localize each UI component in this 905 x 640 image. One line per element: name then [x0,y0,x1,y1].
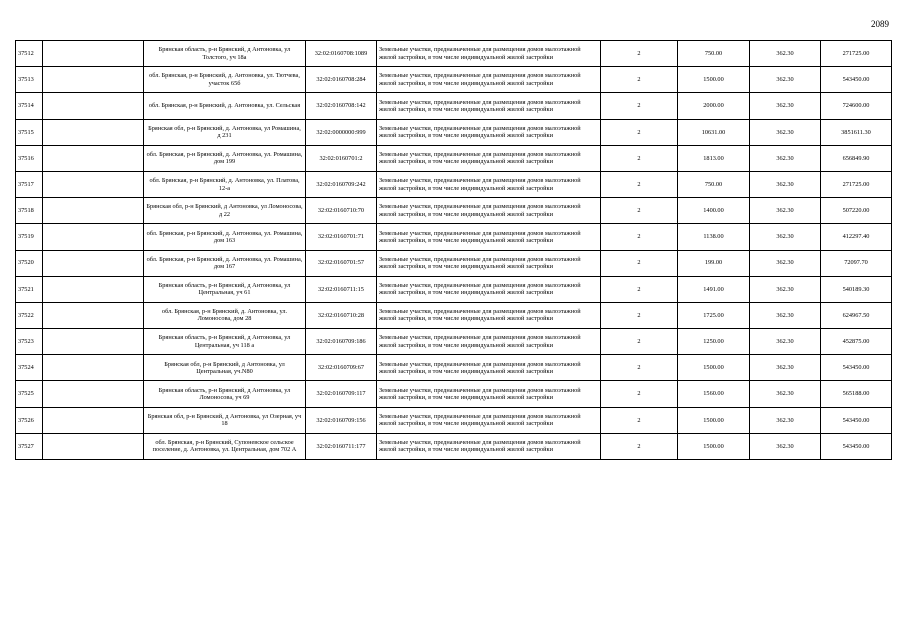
table-row [16,250,892,276]
address-cell: Брянская обл, р-н Брянский, д Антоновка, ул Ломоносова, д 22 [144,198,306,224]
row-number-cell: 37524 [16,355,43,381]
cadastral-value-cell: 543450.00 [821,355,892,381]
cadastral-number-cell: 32:02:0160709:67 [306,355,377,381]
table-row [16,433,892,459]
area-cell: 1138.00 [678,224,750,250]
address-cell: Брянская область, р-н Брянский, д Антоновка, ул Ломоносова, уч 69 [144,381,306,407]
category-cell: 2 [601,250,678,276]
rate-cell: 362.30 [750,67,821,93]
row-number-cell: 37516 [16,145,43,171]
category-cell: 2 [601,67,678,93]
empty-cell [43,93,144,119]
area-cell: 1500.00 [678,355,750,381]
cadastral-number-cell: 32:02:0160711:15 [306,276,377,302]
empty-cell [43,67,144,93]
address-cell: обл. Брянская, р-н Брянский, д. Антоновка, ул. Тютчева, участок 65б [144,67,306,93]
cadastral-number-cell: 32:02:0160701:71 [306,224,377,250]
row-number-cell: 37517 [16,171,43,197]
row-number-cell: 37519 [16,224,43,250]
category-cell: 2 [601,381,678,407]
table-row [16,381,892,407]
rate-cell: 362.30 [750,171,821,197]
cadastral-value-cell: 543450.00 [821,67,892,93]
permitted-use-cell: Земельные участки, предназначенные для размещения домов малоэтажной жилой застройки, в том числе индивидуальной жилой застройки [377,302,601,328]
page-number: 2089 [871,19,889,29]
rate-cell: 362.30 [750,433,821,459]
cadastral-value-cell: 3851611.30 [821,119,892,145]
cadastral-number-cell: 32:02:0000000:999 [306,119,377,145]
permitted-use-cell: Земельные участки, предназначенные для размещения домов малоэтажной жилой застройки, в том числе индивидуальной жилой застройки [377,407,601,433]
cadastral-number-cell: 32:02:0160709:186 [306,329,377,355]
address-cell: Брянская обл, р-н Брянский, д Антоновка, ул Озерная, уч 18 [144,407,306,433]
area-cell: 2000.00 [678,93,750,119]
table-row [16,93,892,119]
table-row [16,355,892,381]
table-row [16,145,892,171]
rate-cell: 362.30 [750,355,821,381]
address-cell: Брянская область, р-н Брянский, д Антоновка, ул Центральная, уч 118 а [144,329,306,355]
permitted-use-cell: Земельные участки, предназначенные для размещения домов малоэтажной жилой застройки, в том числе индивидуальной жилой застройки [377,355,601,381]
cadastral-value-cell: 565188.00 [821,381,892,407]
rate-cell: 362.30 [750,329,821,355]
cadastral-number-cell: 32:02:0160709:117 [306,381,377,407]
rate-cell: 362.30 [750,276,821,302]
empty-cell [43,329,144,355]
category-cell: 2 [601,433,678,459]
area-cell: 1813.00 [678,145,750,171]
table-row [16,224,892,250]
cadastral-value-cell: 624967.50 [821,302,892,328]
cadastral-number-cell: 32:02:0160711:177 [306,433,377,459]
rate-cell: 362.30 [750,224,821,250]
row-number-cell: 37522 [16,302,43,328]
rate-cell: 362.30 [750,302,821,328]
table-row [16,119,892,145]
cadastral-number-cell: 32:02:0160709:156 [306,407,377,433]
address-cell: обл. Брянская, р-н Брянский, д. Антоновка, ул. Сельская [144,93,306,119]
table-row [16,407,892,433]
cadastral-number-cell: 32:02:0160710:28 [306,302,377,328]
category-cell: 2 [601,41,678,67]
empty-cell [43,355,144,381]
permitted-use-cell: Земельные участки, предназначенные для размещения домов малоэтажной жилой застройки, в том числе индивидуальной жилой застройки [377,171,601,197]
empty-cell [43,224,144,250]
area-cell: 1500.00 [678,433,750,459]
category-cell: 2 [601,171,678,197]
row-number-cell: 37513 [16,67,43,93]
area-cell: 10631.00 [678,119,750,145]
row-number-cell: 37525 [16,381,43,407]
row-number-cell: 37518 [16,198,43,224]
area-cell: 1500.00 [678,67,750,93]
area-cell: 750.00 [678,41,750,67]
table-row [16,67,892,93]
cadastral-number-cell: 32:02:0160709:242 [306,171,377,197]
address-cell: Брянская область, р-н Брянский, д Антоновка, ул Центральная, уч 61 [144,276,306,302]
area-cell: 1400.00 [678,198,750,224]
row-number-cell: 37514 [16,93,43,119]
permitted-use-cell: Земельные участки, предназначенные для размещения домов малоэтажной жилой застройки, в том числе индивидуальной жилой застройки [377,119,601,145]
cadastral-value-cell: 412297.40 [821,224,892,250]
empty-cell [43,198,144,224]
cadastral-number-cell: 32:02:0160701:57 [306,250,377,276]
empty-cell [43,119,144,145]
row-number-cell: 37520 [16,250,43,276]
category-cell: 2 [601,276,678,302]
area-cell: 1500.00 [678,407,750,433]
permitted-use-cell: Земельные участки, предназначенные для размещения домов малоэтажной жилой застройки, в том числе индивидуальной жилой застройки [377,224,601,250]
rate-cell: 362.30 [750,381,821,407]
category-cell: 2 [601,224,678,250]
empty-cell [43,41,144,67]
empty-cell [43,433,144,459]
row-number-cell: 37527 [16,433,43,459]
permitted-use-cell: Земельные участки, предназначенные для размещения домов малоэтажной жилой застройки, в том числе индивидуальной жилой застройки [377,276,601,302]
permitted-use-cell: Земельные участки, предназначенные для размещения домов малоэтажной жилой застройки, в том числе индивидуальной жилой застройки [377,433,601,459]
cadastral-number-cell: 32:02:0160701:2 [306,145,377,171]
row-number-cell: 37526 [16,407,43,433]
row-number-cell: 37523 [16,329,43,355]
address-cell: обл. Брянская, р-н Брянский, д. Антоновка, ул. Ромашина, дом 199 [144,145,306,171]
permitted-use-cell: Земельные участки, предназначенные для размещения домов малоэтажной жилой застройки, в том числе индивидуальной жилой застройки [377,41,601,67]
empty-cell [43,302,144,328]
category-cell: 2 [601,302,678,328]
cadastral-value-cell: 540189.30 [821,276,892,302]
cadastral-value-cell: 72097.70 [821,250,892,276]
area-cell: 750.00 [678,171,750,197]
table-body [16,41,892,460]
row-number-cell: 37521 [16,276,43,302]
rate-cell: 362.30 [750,119,821,145]
cadastral-number-cell: 32:02:0160710:70 [306,198,377,224]
permitted-use-cell: Земельные участки, предназначенные для размещения домов малоэтажной жилой застройки, в том числе индивидуальной жилой застройки [377,145,601,171]
address-cell: обл. Брянская, р-н Брянский, Супоневское сельское поселение, д. Антоновка, ул. Центральная, дом 702 А [144,433,306,459]
rate-cell: 362.30 [750,93,821,119]
cadastral-number-cell: 32:02:0160708:142 [306,93,377,119]
table-row [16,329,892,355]
category-cell: 2 [601,355,678,381]
table-row [16,41,892,67]
empty-cell [43,276,144,302]
cadastral-value-cell: 724600.00 [821,93,892,119]
cadastral-value-cell: 543450.00 [821,433,892,459]
permitted-use-cell: Земельные участки, предназначенные для размещения домов малоэтажной жилой застройки, в том числе индивидуальной жилой застройки [377,250,601,276]
area-cell: 1725.00 [678,302,750,328]
permitted-use-cell: Земельные участки, предназначенные для размещения домов малоэтажной жилой застройки, в том числе индивидуальной жилой застройки [377,93,601,119]
address-cell: обл. Брянская, р-н Брянский, д. Антоновка, ул. Платова, 12-а [144,171,306,197]
category-cell: 2 [601,198,678,224]
address-cell: Брянская обл, р-н Брянский, д Антоновка, ул Центральная, уч.N80 [144,355,306,381]
row-number-cell: 37515 [16,119,43,145]
empty-cell [43,171,144,197]
category-cell: 2 [601,93,678,119]
rate-cell: 362.30 [750,407,821,433]
address-cell: Брянская область, р-н Брянский, д Антоновка, ул Толстого, уч 18а [144,41,306,67]
address-cell: Брянская обл, р-н Брянский, д. Антоновка, ул Ромашина, д 231 [144,119,306,145]
land-registry-table [15,40,892,460]
category-cell: 2 [601,407,678,433]
category-cell: 2 [601,329,678,355]
permitted-use-cell: Земельные участки, предназначенные для размещения домов малоэтажной жилой застройки, в том числе индивидуальной жилой застройки [377,198,601,224]
rate-cell: 362.30 [750,41,821,67]
address-cell: обл. Брянская, р-н Брянский, д. Антоновка, ул. Ромашина, дом 167 [144,250,306,276]
cadastral-number-cell: 32:02:0160708:1089 [306,41,377,67]
cadastral-value-cell: 507220.00 [821,198,892,224]
empty-cell [43,381,144,407]
rate-cell: 362.30 [750,250,821,276]
row-number-cell: 37512 [16,41,43,67]
cadastral-value-cell: 452875.00 [821,329,892,355]
category-cell: 2 [601,145,678,171]
rate-cell: 362.30 [750,198,821,224]
table-row [16,171,892,197]
area-cell: 1491.00 [678,276,750,302]
area-cell: 1250.00 [678,329,750,355]
permitted-use-cell: Земельные участки, предназначенные для размещения домов малоэтажной жилой застройки, в том числе индивидуальной жилой застройки [377,67,601,93]
empty-cell [43,250,144,276]
cadastral-value-cell: 543450.00 [821,407,892,433]
area-cell: 1560.00 [678,381,750,407]
cadastral-value-cell: 271725.00 [821,41,892,67]
permitted-use-cell: Земельные участки, предназначенные для размещения домов малоэтажной жилой застройки, в том числе индивидуальной жилой застройки [377,381,601,407]
empty-cell [43,407,144,433]
table-row [16,276,892,302]
cadastral-number-cell: 32:02:0160708:284 [306,67,377,93]
category-cell: 2 [601,119,678,145]
address-cell: обл. Брянская, р-н Брянский, д. Антоновка, ул. Ромашина, дом 163 [144,224,306,250]
table-row [16,302,892,328]
cadastral-value-cell: 656849.90 [821,145,892,171]
table-row [16,198,892,224]
rate-cell: 362.30 [750,145,821,171]
cadastral-value-cell: 271725.00 [821,171,892,197]
area-cell: 199.00 [678,250,750,276]
empty-cell [43,145,144,171]
permitted-use-cell: Земельные участки, предназначенные для размещения домов малоэтажной жилой застройки, в том числе индивидуальной жилой застройки [377,329,601,355]
address-cell: обл. Брянская, р-н Брянский, д. Антоновка, ул. Ломоносова, дом 28 [144,302,306,328]
